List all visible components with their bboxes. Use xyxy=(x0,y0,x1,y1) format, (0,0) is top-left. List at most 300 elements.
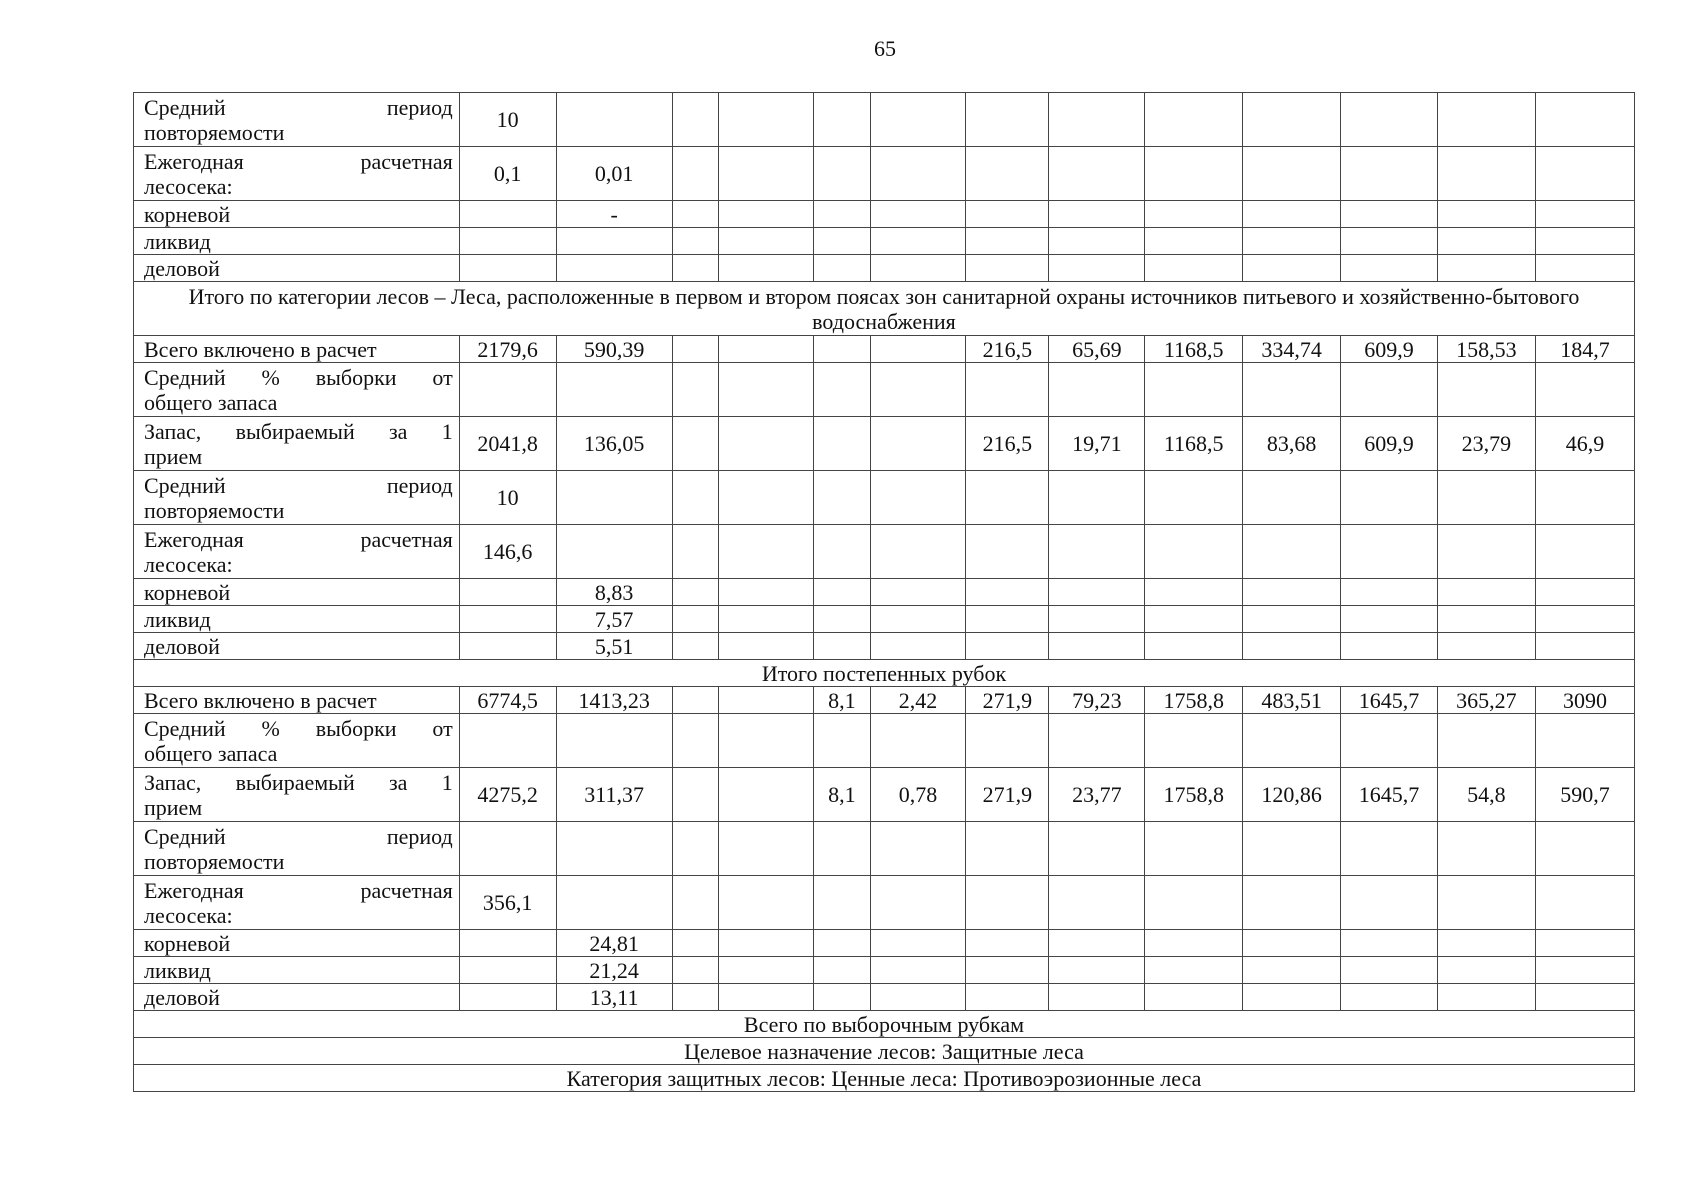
row-label xyxy=(134,768,460,822)
table-cell: 120,86 xyxy=(1243,768,1341,822)
table-cell xyxy=(870,255,966,282)
table-cell xyxy=(719,417,814,471)
row-label: корневой xyxy=(134,201,460,228)
row-label: деловой xyxy=(134,633,460,660)
row-label-line: Ежегодная расчетная xyxy=(144,877,453,903)
table-cell: 1413,23 xyxy=(556,687,672,714)
table-cell: 7,57 xyxy=(556,606,672,633)
table-cell xyxy=(459,606,556,633)
table-cell xyxy=(1049,822,1145,876)
table-cell xyxy=(672,525,719,579)
table-row xyxy=(134,201,1635,228)
table-row xyxy=(134,714,1635,768)
row-label-line: Средний период xyxy=(144,823,453,849)
table-cell: 3090 xyxy=(1535,687,1634,714)
table-cell xyxy=(672,228,719,255)
table-cell: 311,37 xyxy=(556,768,672,822)
table-cell: 23,77 xyxy=(1049,768,1145,822)
table-cell xyxy=(870,201,966,228)
table-cell xyxy=(966,228,1049,255)
section-row xyxy=(134,1038,1635,1065)
table-cell xyxy=(1341,93,1438,147)
table-cell: 590,7 xyxy=(1535,768,1634,822)
row-label xyxy=(134,525,460,579)
table-cell xyxy=(672,363,719,417)
section-heading: Итого по категории лесов – Леса, расположенные в первом и втором поясах зон санитарной охраны источников питьевого и хозяйственно-бытового водоснабжения xyxy=(134,282,1635,336)
row-label xyxy=(134,876,460,930)
table-cell: 271,9 xyxy=(966,687,1049,714)
table-row xyxy=(134,336,1635,363)
table-cell xyxy=(966,579,1049,606)
table-cell xyxy=(1145,984,1243,1011)
table-cell xyxy=(1535,606,1634,633)
table-cell xyxy=(966,930,1049,957)
table-cell xyxy=(870,714,966,768)
table-cell xyxy=(459,930,556,957)
table-row xyxy=(134,957,1635,984)
table-cell xyxy=(1437,228,1535,255)
section-heading: Категория защитных лесов: Ценные леса: Противоэрозионные леса xyxy=(134,1065,1635,1092)
table-cell xyxy=(966,957,1049,984)
table-cell xyxy=(870,984,966,1011)
table-cell xyxy=(1145,228,1243,255)
table-cell xyxy=(719,687,814,714)
table-cell xyxy=(719,957,814,984)
section-row xyxy=(134,1065,1635,1092)
table-cell xyxy=(672,687,719,714)
table-cell xyxy=(672,957,719,984)
table-cell xyxy=(814,876,870,930)
table-cell xyxy=(1341,633,1438,660)
table-cell xyxy=(966,876,1049,930)
table-cell xyxy=(1437,525,1535,579)
table-cell xyxy=(719,363,814,417)
table-cell: 365,27 xyxy=(1437,687,1535,714)
table-cell xyxy=(1437,363,1535,417)
table-cell xyxy=(1243,984,1341,1011)
table-cell xyxy=(814,984,870,1011)
table-cell xyxy=(672,876,719,930)
table-cell xyxy=(719,93,814,147)
row-label-line: прием xyxy=(144,794,203,820)
row-label-line: Ежегодная расчетная xyxy=(144,526,453,552)
table-cell xyxy=(1145,525,1243,579)
table-cell xyxy=(1535,147,1634,201)
table-cell: 216,5 xyxy=(966,417,1049,471)
table-cell xyxy=(719,201,814,228)
table-cell xyxy=(1437,930,1535,957)
table-row xyxy=(134,633,1635,660)
section-row xyxy=(134,1011,1635,1038)
table-cell xyxy=(1049,228,1145,255)
table-cell xyxy=(966,471,1049,525)
table-cell xyxy=(1049,957,1145,984)
row-label: корневой xyxy=(134,579,460,606)
table-cell: 5,51 xyxy=(556,633,672,660)
table-cell xyxy=(814,336,870,363)
table-cell: 483,51 xyxy=(1243,687,1341,714)
table-cell xyxy=(1243,930,1341,957)
table-cell: 2,42 xyxy=(870,687,966,714)
table-cell xyxy=(1243,606,1341,633)
table-cell xyxy=(1535,93,1634,147)
table-row xyxy=(134,228,1635,255)
table-cell xyxy=(1341,471,1438,525)
table-cell: 19,71 xyxy=(1049,417,1145,471)
table-cell xyxy=(672,984,719,1011)
table-cell xyxy=(719,471,814,525)
table-cell: 24,81 xyxy=(556,930,672,957)
table-cell: 79,23 xyxy=(1049,687,1145,714)
table-cell xyxy=(1049,471,1145,525)
table-cell xyxy=(556,228,672,255)
table-cell xyxy=(966,525,1049,579)
table-row xyxy=(134,363,1635,417)
row-label xyxy=(134,417,460,471)
table-cell xyxy=(1049,579,1145,606)
table-cell xyxy=(1535,228,1634,255)
table-cell xyxy=(1535,471,1634,525)
table-cell xyxy=(719,876,814,930)
table-cell: 1168,5 xyxy=(1145,336,1243,363)
table-cell xyxy=(1535,255,1634,282)
table-cell xyxy=(1341,525,1438,579)
table-cell xyxy=(459,984,556,1011)
table-cell xyxy=(1437,714,1535,768)
table-cell xyxy=(1341,606,1438,633)
table-cell xyxy=(1049,255,1145,282)
table-cell xyxy=(459,579,556,606)
table-cell: 8,83 xyxy=(556,579,672,606)
table-cell xyxy=(1145,201,1243,228)
table-cell xyxy=(556,363,672,417)
table-cell xyxy=(1049,201,1145,228)
row-label-line: повторяемости xyxy=(144,497,285,523)
table-row xyxy=(134,255,1635,282)
table-cell xyxy=(1437,147,1535,201)
row-label-line: лесосека: xyxy=(144,173,233,199)
row-label: Всего включено в расчет xyxy=(134,687,460,714)
table-cell xyxy=(556,471,672,525)
row-label-line: общего запаса xyxy=(144,389,278,415)
row-label xyxy=(134,147,460,201)
table-cell xyxy=(870,930,966,957)
table-cell: 13,11 xyxy=(556,984,672,1011)
table-cell xyxy=(966,633,1049,660)
table-cell: 0,01 xyxy=(556,147,672,201)
table-cell xyxy=(1341,984,1438,1011)
table-cell xyxy=(1145,255,1243,282)
table-cell xyxy=(870,957,966,984)
table-cell xyxy=(1049,714,1145,768)
table-row xyxy=(134,417,1635,471)
table-cell xyxy=(1243,93,1341,147)
table-cell xyxy=(672,255,719,282)
table-cell xyxy=(459,633,556,660)
table-cell: 54,8 xyxy=(1437,768,1535,822)
row-label: деловой xyxy=(134,255,460,282)
table-cell: 8,1 xyxy=(814,768,870,822)
section-row xyxy=(134,282,1635,336)
table-cell xyxy=(1145,957,1243,984)
table-cell xyxy=(1535,525,1634,579)
table-cell xyxy=(672,201,719,228)
table-cell xyxy=(870,876,966,930)
table-cell: 184,7 xyxy=(1535,336,1634,363)
row-label xyxy=(134,363,460,417)
table-cell xyxy=(1437,255,1535,282)
table-cell xyxy=(966,363,1049,417)
table-row xyxy=(134,579,1635,606)
table-cell xyxy=(1243,228,1341,255)
section-row xyxy=(134,660,1635,687)
table-cell xyxy=(556,876,672,930)
table-cell xyxy=(1341,228,1438,255)
table-cell: 1758,8 xyxy=(1145,768,1243,822)
row-label xyxy=(134,822,460,876)
table-cell: 6774,5 xyxy=(459,687,556,714)
table-cell xyxy=(1049,363,1145,417)
table-cell: 21,24 xyxy=(556,957,672,984)
section-heading: Итого постепенных рубок xyxy=(134,660,1635,687)
table-cell xyxy=(719,633,814,660)
table-cell xyxy=(1145,714,1243,768)
table-cell xyxy=(1341,822,1438,876)
table-cell xyxy=(1145,93,1243,147)
row-label-line: повторяемости xyxy=(144,119,285,145)
table-cell: 4275,2 xyxy=(459,768,556,822)
row-label: Всего включено в расчет xyxy=(134,336,460,363)
table-cell xyxy=(1437,93,1535,147)
table-cell xyxy=(870,147,966,201)
table-cell xyxy=(814,579,870,606)
table-cell xyxy=(672,930,719,957)
table-cell: 46,9 xyxy=(1535,417,1634,471)
table-cell xyxy=(1145,930,1243,957)
row-label: ликвид xyxy=(134,228,460,255)
row-label xyxy=(134,471,460,525)
table-cell: 609,9 xyxy=(1341,336,1438,363)
table-cell xyxy=(966,822,1049,876)
table-cell: 216,5 xyxy=(966,336,1049,363)
table-cell xyxy=(719,984,814,1011)
table-cell: 23,79 xyxy=(1437,417,1535,471)
table-cell xyxy=(1341,579,1438,606)
row-label-line: лесосека: xyxy=(144,551,233,577)
table-cell xyxy=(1049,876,1145,930)
table-cell: 271,9 xyxy=(966,768,1049,822)
table-cell xyxy=(814,606,870,633)
table-cell xyxy=(814,93,870,147)
table-cell: 10 xyxy=(459,471,556,525)
table-cell xyxy=(1535,984,1634,1011)
table-cell xyxy=(1145,579,1243,606)
row-label-line: Средний период xyxy=(144,94,453,120)
table-cell xyxy=(1049,984,1145,1011)
table-cell xyxy=(814,417,870,471)
row-label-line: Средний период xyxy=(144,472,453,498)
table-cell xyxy=(814,147,870,201)
table-cell: 8,1 xyxy=(814,687,870,714)
table-cell xyxy=(459,201,556,228)
row-label xyxy=(134,714,460,768)
table-cell xyxy=(1535,201,1634,228)
table-cell xyxy=(1243,471,1341,525)
table-cell xyxy=(814,633,870,660)
table-cell xyxy=(1437,957,1535,984)
page-number: 65 xyxy=(874,36,896,61)
table-cell xyxy=(459,822,556,876)
table-cell: 136,05 xyxy=(556,417,672,471)
table-cell: 334,74 xyxy=(1243,336,1341,363)
table-cell xyxy=(1535,633,1634,660)
table-cell xyxy=(1243,363,1341,417)
table-cell: 1645,7 xyxy=(1341,768,1438,822)
table-cell xyxy=(459,957,556,984)
table-cell xyxy=(814,228,870,255)
table-cell xyxy=(1243,822,1341,876)
table-cell xyxy=(814,255,870,282)
table-cell xyxy=(719,255,814,282)
table-cell xyxy=(1535,714,1634,768)
table-cell xyxy=(966,606,1049,633)
table-cell: 2041,8 xyxy=(459,417,556,471)
table-cell xyxy=(870,579,966,606)
table-cell xyxy=(1437,201,1535,228)
table-cell xyxy=(459,228,556,255)
row-label-line: Средний % выборки от xyxy=(144,364,453,390)
table-cell xyxy=(556,93,672,147)
table-cell xyxy=(1049,930,1145,957)
table-cell xyxy=(672,768,719,822)
table-cell xyxy=(719,147,814,201)
table-cell xyxy=(814,957,870,984)
table-cell xyxy=(1341,147,1438,201)
table-cell xyxy=(870,633,966,660)
table-cell xyxy=(1243,147,1341,201)
row-label-line: лесосека: xyxy=(144,902,233,928)
table-cell xyxy=(1437,606,1535,633)
section-heading: Всего по выборочным рубкам xyxy=(134,1011,1635,1038)
table-row xyxy=(134,525,1635,579)
table-cell xyxy=(814,363,870,417)
table-cell xyxy=(966,93,1049,147)
table-cell xyxy=(556,822,672,876)
table-cell xyxy=(1437,984,1535,1011)
table-cell xyxy=(1535,930,1634,957)
row-label-line: общего запаса xyxy=(144,740,278,766)
table-row xyxy=(134,984,1635,1011)
row-label-line: Запас, выбираемый за 1 xyxy=(144,769,453,795)
row-label-line: Средний % выборки от xyxy=(144,715,453,741)
table-cell xyxy=(870,336,966,363)
table-cell xyxy=(719,525,814,579)
table-cell xyxy=(1535,579,1634,606)
table-cell xyxy=(556,525,672,579)
table-row xyxy=(134,147,1635,201)
table-cell: 1168,5 xyxy=(1145,417,1243,471)
table-cell xyxy=(1341,201,1438,228)
table-cell xyxy=(966,984,1049,1011)
table-cell xyxy=(1145,471,1243,525)
row-label-line: Ежегодная расчетная xyxy=(144,148,453,174)
table-cell xyxy=(1243,579,1341,606)
table-cell xyxy=(1341,363,1438,417)
table-cell xyxy=(1341,255,1438,282)
table-cell xyxy=(1243,876,1341,930)
row-label-line: повторяемости xyxy=(144,848,285,874)
table-cell: 0,1 xyxy=(459,147,556,201)
table-row xyxy=(134,876,1635,930)
table-cell: 356,1 xyxy=(459,876,556,930)
table-cell xyxy=(1535,363,1634,417)
table-cell xyxy=(1437,579,1535,606)
table-cell xyxy=(1145,147,1243,201)
table-cell xyxy=(1341,957,1438,984)
table-cell: - xyxy=(556,201,672,228)
table-cell xyxy=(1049,525,1145,579)
table-cell xyxy=(719,930,814,957)
table-cell: 158,53 xyxy=(1437,336,1535,363)
table-cell xyxy=(1049,93,1145,147)
table-cell xyxy=(459,363,556,417)
table-cell xyxy=(719,714,814,768)
table-cell xyxy=(966,255,1049,282)
table-cell: 590,39 xyxy=(556,336,672,363)
table-cell xyxy=(1243,633,1341,660)
table-cell: 65,69 xyxy=(1049,336,1145,363)
table-cell xyxy=(870,471,966,525)
row-label: деловой xyxy=(134,984,460,1011)
table-cell xyxy=(1243,201,1341,228)
table-row xyxy=(134,606,1635,633)
table-cell xyxy=(966,201,1049,228)
table-row xyxy=(134,768,1635,822)
table-cell xyxy=(672,633,719,660)
table-cell xyxy=(1535,957,1634,984)
table-cell xyxy=(814,714,870,768)
table-cell xyxy=(1437,876,1535,930)
table-cell xyxy=(672,93,719,147)
table-cell xyxy=(672,606,719,633)
row-label xyxy=(134,93,460,147)
table-cell xyxy=(672,417,719,471)
table-cell xyxy=(1535,822,1634,876)
table-cell xyxy=(1437,822,1535,876)
table-row xyxy=(134,930,1635,957)
table-cell: 1758,8 xyxy=(1145,687,1243,714)
table-cell xyxy=(672,336,719,363)
table-cell xyxy=(870,525,966,579)
table-cell xyxy=(672,822,719,876)
section-heading: Целевое назначение лесов: Защитные леса xyxy=(134,1038,1635,1065)
table-cell xyxy=(459,714,556,768)
table-cell xyxy=(1145,822,1243,876)
table-cell xyxy=(1243,714,1341,768)
table-cell xyxy=(1341,714,1438,768)
table-cell xyxy=(1145,606,1243,633)
table-cell: 1645,7 xyxy=(1341,687,1438,714)
table-cell xyxy=(1145,876,1243,930)
table-cell xyxy=(870,93,966,147)
table-cell xyxy=(556,714,672,768)
row-label: корневой xyxy=(134,930,460,957)
table-cell xyxy=(719,579,814,606)
table-cell xyxy=(1049,147,1145,201)
table-cell xyxy=(814,525,870,579)
table-cell: 146,6 xyxy=(459,525,556,579)
table-cell xyxy=(1049,606,1145,633)
